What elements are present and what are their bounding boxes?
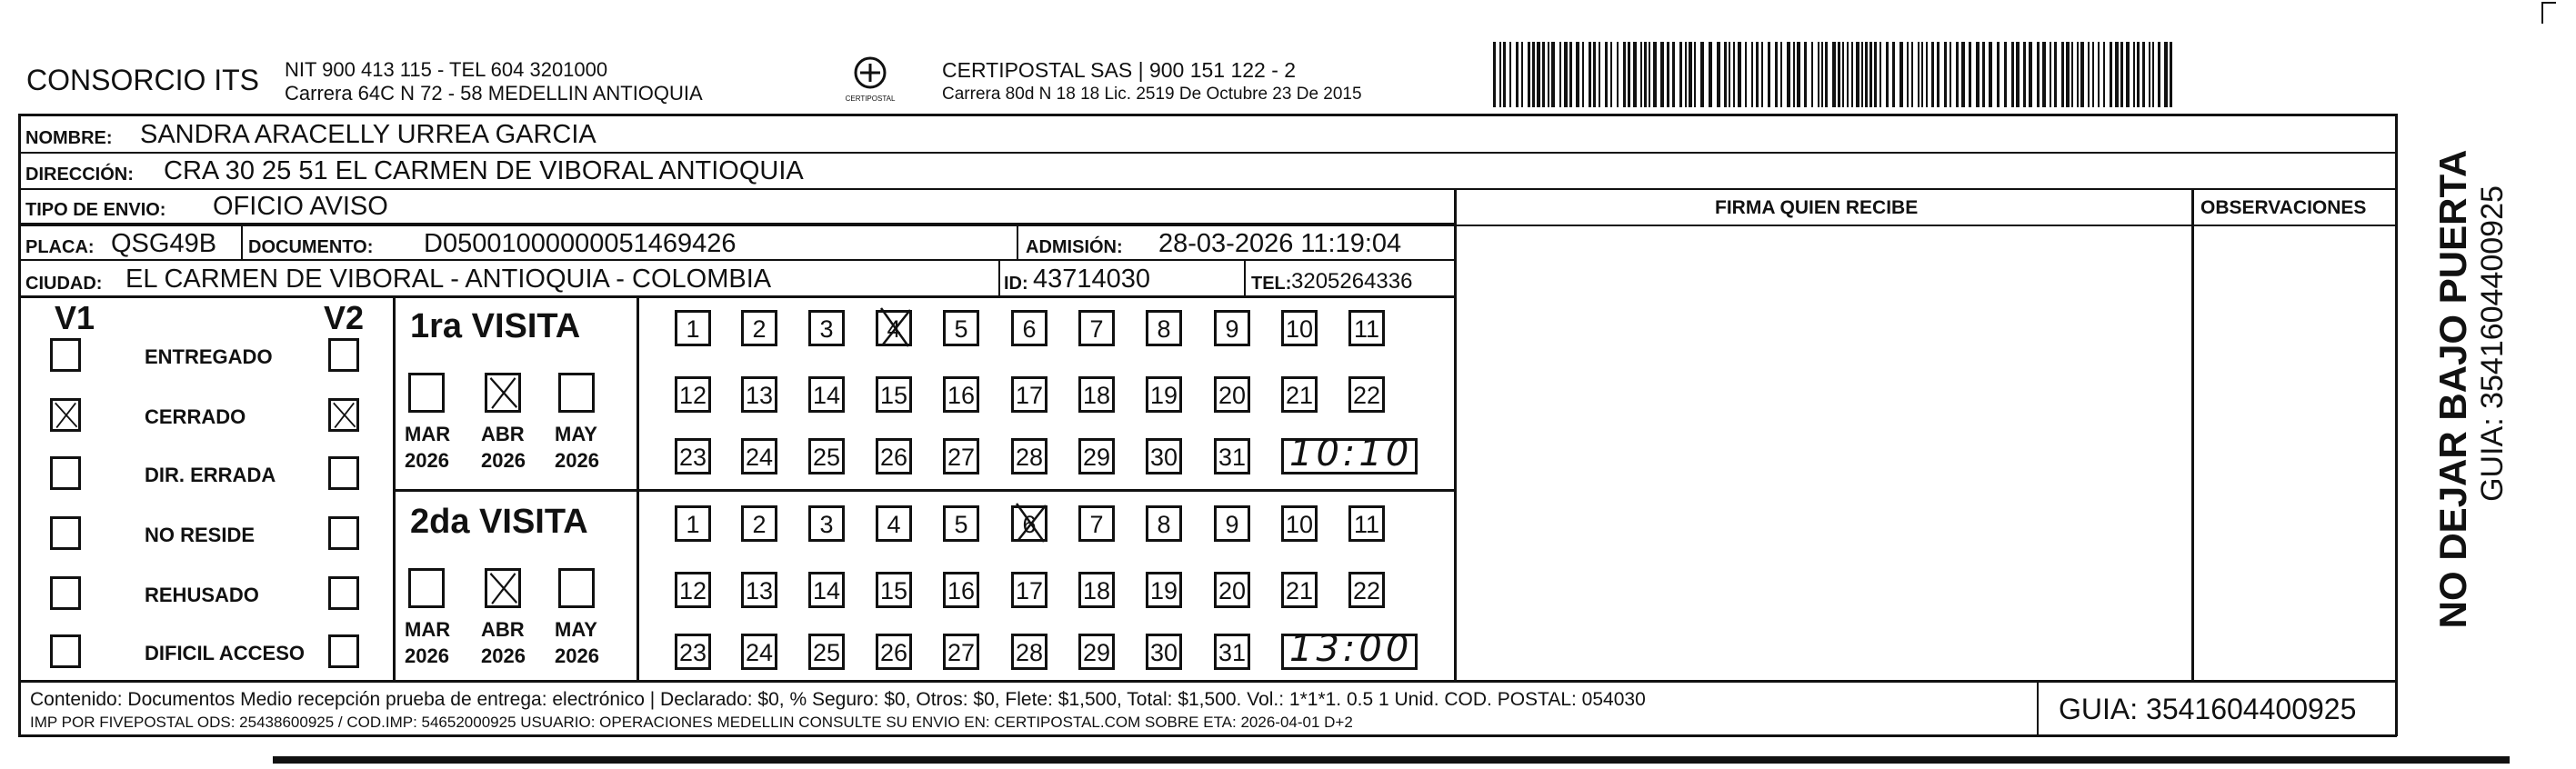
day-box[interactable]: 14 [808,572,845,608]
obs-col-divider [2191,188,2194,682]
day-box[interactable]: 19 [1146,376,1182,413]
day-box[interactable]: 27 [943,634,979,670]
day-box[interactable]: 7 [1078,310,1115,346]
month-name: ABR [481,618,525,641]
day-box[interactable]: 6 [1011,505,1047,542]
month-checkbox[interactable] [558,568,595,608]
footer-contenido: Contenido: Documentos Medio recepción prueba de entrega: electrónico | Declarado: $0, % Seguro: $0, Otros: $0, Flete: $1,500, Total: $1,500. Vol.: 1*1*1. 0.5 1 Unid. COD. POSTAL: 054030 [30,689,1646,710]
day-box[interactable]: 26 [876,634,912,670]
day-box[interactable]: 10 [1281,505,1318,542]
day-box[interactable]: 18 [1078,572,1115,608]
day-box[interactable]: 12 [675,376,711,413]
ciudad-value: EL CARMEN DE VIBORAL - ANTIOQUIA - COLOMBIA [125,265,772,294]
main-border-left [18,114,21,736]
v2-checkbox[interactable] [328,576,359,610]
day-check-mark [1011,502,1049,544]
time-handwritten: 13:00 [1289,628,1413,670]
row-line [18,295,1455,298]
day-box[interactable]: 21 [1281,376,1318,413]
month-checkbox[interactable] [485,568,521,608]
v2-checkbox[interactable] [328,456,359,490]
month-name: MAY [555,423,597,445]
status-label: REHUSADO [145,584,259,606]
day-box[interactable]: 7 [1078,505,1115,542]
v1-checkbox[interactable] [50,338,81,372]
observaciones-header: OBSERVACIONES [2200,197,2367,218]
day-box[interactable]: 2 [741,310,777,346]
visit-title: 2da VISITA [410,503,588,541]
day-box[interactable]: 5 [943,505,979,542]
day-box[interactable]: 19 [1146,572,1182,608]
v1-checkbox[interactable] [50,398,81,432]
company-address: Carrera 64C N 72 - 58 MEDELLIN ANTIOQUIA [285,82,703,105]
day-box[interactable]: 25 [808,438,845,474]
guia-box-left [2037,682,2039,736]
nombre-label: NOMBRE: [25,128,113,148]
day-box[interactable]: 30 [1146,438,1182,474]
company-name: CONSORCIO ITS [26,64,260,96]
day-box[interactable]: 1 [675,505,711,542]
month-name: ABR [481,423,525,445]
day-box[interactable]: 15 [876,572,912,608]
day-box[interactable]: 23 [675,634,711,670]
row-line [18,152,2397,154]
day-box[interactable]: 20 [1214,376,1250,413]
footer-imp: IMP POR FIVEPOSTAL ODS: 25438600925 / COD.IMP: 54652000925 USUARIO: OPERACIONES MEDELLIN CONSULTE SU ENVIO EN: CERTIPOSTAL.COM SOBRE ETA: 2026-04-01 D+2 [30,714,1353,731]
tel-value: 3205264336 [1291,269,1413,294]
day-box[interactable]: 13 [741,572,777,608]
day-box[interactable]: 22 [1348,572,1385,608]
day-box[interactable]: 29 [1078,438,1115,474]
day-box[interactable]: 31 [1214,438,1250,474]
row-line [18,225,2397,226]
month-year: 2026 [481,449,526,472]
time-handwritten: 10:10 [1289,433,1413,474]
month-year: 2026 [555,449,599,472]
day-box[interactable]: 24 [741,438,777,474]
day-box[interactable]: 31 [1214,634,1250,670]
admision-value: 28-03-2026 11:19:04 [1158,229,1402,258]
day-box[interactable]: 16 [943,572,979,608]
month-year: 2026 [481,644,526,667]
visit-divider [393,489,1455,492]
visit-title: 1ra VISITA [410,307,581,345]
shadow-bottom [273,756,2510,764]
v1-checkbox[interactable] [50,516,81,550]
cell-divider [1244,261,1246,297]
day-box[interactable]: 5 [943,310,979,346]
tipo-label: TIPO DE ENVIO: [25,200,166,220]
tel-label: TEL: [1251,274,1292,294]
day-box[interactable]: 29 [1078,634,1115,670]
status-label: DIR. ERRADA [145,464,276,486]
v1-checkbox[interactable] [50,576,81,610]
day-box[interactable]: 20 [1214,572,1250,608]
day-box[interactable]: 10 [1281,310,1318,346]
documento-value: D05001000000051469426 [424,229,737,258]
cell-divider [998,261,1000,297]
day-box[interactable]: 4 [876,505,912,542]
day-box[interactable]: 15 [876,376,912,413]
day-box[interactable]: 30 [1146,634,1182,670]
v1-header: V1 [55,299,95,336]
day-box[interactable]: 28 [1011,634,1047,670]
certipostal-logo [840,53,900,105]
day-box[interactable]: 21 [1281,572,1318,608]
day-box[interactable]: 13 [741,376,777,413]
month-year: 2026 [555,644,599,667]
admision-label: ADMISIÓN: [1026,237,1123,257]
carrier-address: Carrera 80d N 18 18 Lic. 2519 De Octubre 23 De 2015 [942,85,1362,104]
month-year: 2026 [405,449,449,472]
day-box[interactable]: 6 [1011,310,1047,346]
day-box[interactable]: 27 [943,438,979,474]
month-checkbox[interactable] [408,568,445,608]
v2-header: V2 [324,299,365,336]
day-box[interactable]: 9 [1214,310,1250,346]
tipo-value: OFICIO AVISO [213,192,388,221]
status-label: DIFICIL ACCESO [145,642,306,664]
v1-checkbox[interactable] [50,456,81,490]
month-name: MAY [555,618,597,641]
day-box[interactable]: 28 [1011,438,1047,474]
day-box[interactable]: 12 [675,572,711,608]
firma-col-divider [1454,188,1457,682]
v2-checkbox[interactable] [328,516,359,550]
day-box[interactable]: 16 [943,376,979,413]
carrier-name: CERTIPOSTAL SAS | 900 151 122 - 2 [942,58,1297,82]
month-name: MAR [405,423,451,445]
v1-checkbox[interactable] [50,634,81,668]
day-box[interactable]: 23 [675,438,711,474]
day-box[interactable]: 17 [1011,572,1047,608]
id-label: ID: [1004,274,1028,294]
day-box[interactable]: 26 [876,438,912,474]
month-year: 2026 [405,644,449,667]
v2-checkbox[interactable] [328,398,359,432]
cell-divider [1017,225,1018,261]
row-line [18,259,1455,261]
footer-guia: GUIA: 3541604400925 [2059,693,2357,725]
placa-label: PLACA: [25,237,95,257]
corner-mark [2541,2,2556,24]
month-checkbox[interactable] [408,373,445,413]
day-box[interactable]: 11 [1348,310,1385,346]
day-box[interactable]: 14 [808,376,845,413]
main-border-bottom [18,734,2397,737]
day-box[interactable]: 18 [1078,376,1115,413]
footer-line [18,680,2397,683]
day-box[interactable]: 3 [808,505,845,542]
day-box[interactable]: 1 [675,310,711,346]
day-box[interactable]: 2 [741,505,777,542]
nombre-value: SANDRA ARACELLY URREA GARCIA [140,120,596,149]
v2-checkbox[interactable] [328,338,359,372]
side-title: NO DEJAR BAJO PUERTA [2431,149,2474,629]
month-checkbox[interactable] [558,373,595,413]
status-label: CERRADO [145,405,246,428]
day-box[interactable]: 4 [876,310,912,346]
ciudad-label: CIUDAD: [25,274,103,294]
row-line [18,188,2397,190]
svg-text:CERTIPOSTAL: CERTIPOSTAL [845,95,896,103]
day-box[interactable]: 25 [808,634,845,670]
direccion-value: CRA 30 25 51 EL CARMEN DE VIBORAL ANTIOQUIA [164,156,804,185]
documento-label: DOCUMENTO: [248,237,374,257]
day-check-mark [876,306,914,348]
status-label: ENTREGADO [145,345,273,368]
main-border-right [2395,114,2398,736]
day-box[interactable]: 9 [1214,505,1250,542]
day-box[interactable]: 22 [1348,376,1385,413]
month-name: MAR [405,618,451,641]
day-box[interactable]: 3 [808,310,845,346]
direccion-label: DIRECCIÓN: [25,165,134,185]
company-nit: NIT 900 413 115 - TEL 604 3201000 [285,58,608,81]
id-value: 43714030 [1033,265,1151,294]
day-box[interactable]: 11 [1348,505,1385,542]
side-guia: GUIA: 3541604400925 [2475,185,2510,502]
firma-header: FIRMA QUIEN RECIBE [1715,197,1919,218]
cell-divider [241,225,243,261]
month-checkbox[interactable] [485,373,521,413]
v2-checkbox[interactable] [328,634,359,668]
day-box[interactable]: 8 [1146,505,1182,542]
day-box[interactable]: 8 [1146,310,1182,346]
status-label: NO RESIDE [145,524,256,546]
placa-value: QSG49B [111,229,217,258]
main-border-top [18,114,2397,116]
barcode [1493,42,2173,107]
day-box[interactable]: 17 [1011,376,1047,413]
day-box[interactable]: 24 [741,634,777,670]
